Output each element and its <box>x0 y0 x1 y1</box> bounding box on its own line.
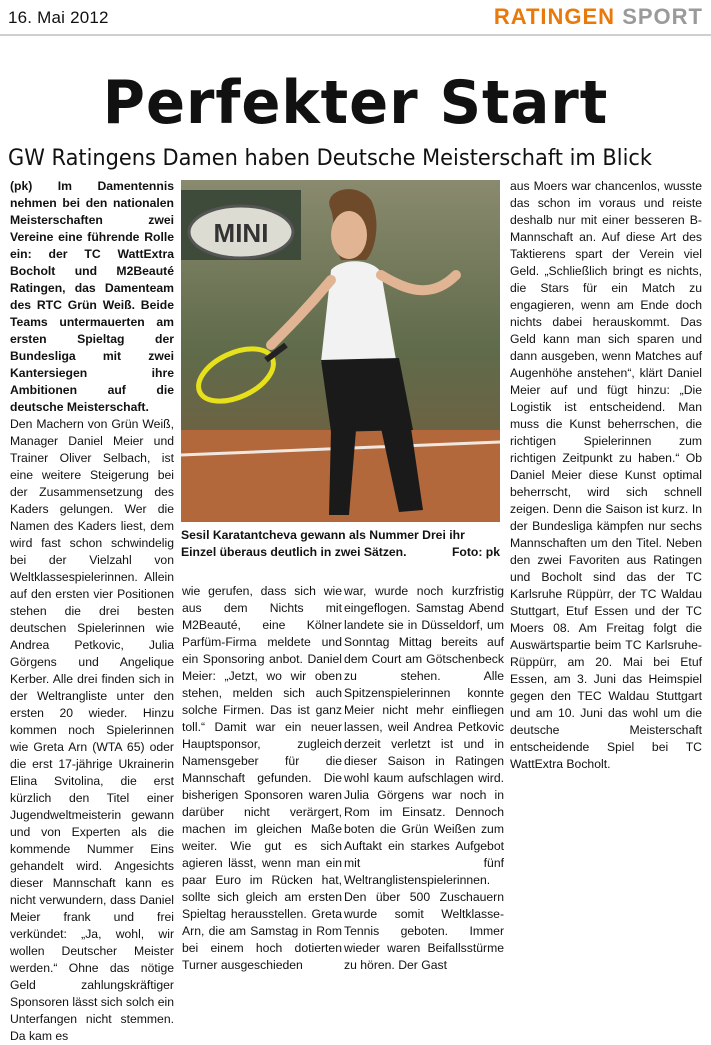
body-paragraph: wie gerufen, dass sich wie aus dem Nichts mit M2Beauté, eine Kölner Parfüm-Firma meldete und ein Sponsoring anbot. Daniel Meier: „Jetzt, wo wir oben stehen, melden sich auch solche Firmen. Das ist ganz toll.“ Damit war ein neuer Hauptsponsor, zugleich Namensgeber für die Mannschaft gefunden. Die bisherigen Sponsoren waren darüber nicht verärgert, machen im gleichen Maße weiter. Wie gut es sich agieren lässt, wenn man ein paar Euro im Rücken hat, sollte sich gleich am ersten Spieltag herausstellen. Greta Arn, die am Samstag in Rom bei einem hoch dotierten Turner ausgeschieden <box>182 584 342 972</box>
page-header <box>0 0 711 34</box>
subheadline: GW Ratingens Damen haben Deutsche Meisterschaft im Blick <box>8 146 652 171</box>
lead-paragraph: (pk) Im Damentennis nehmen bei den nationalen Meisterschaften zwei Vereine eine führende Rolle ein: der TC WattExtra Bocholt und M2Beauté Ratingen, das Damenteam des RTC Grün Weiß. Beide Teams untermauerten am ersten Spieltag der Bundesliga mit zwei Kantersiegen ihre Ambitionen auf die deutsche Meisterschaft. <box>10 179 174 414</box>
text-column-1 <box>10 178 174 1045</box>
photo-caption <box>181 527 500 561</box>
section-topic: SPORT <box>622 4 703 29</box>
header-rule <box>0 34 711 36</box>
text-column-4 <box>510 178 702 773</box>
caption-text: Sesil Karatantcheva gewann als Nummer Drei ihr Einzel überaus deutlich in zwei Sätzen. <box>181 528 465 559</box>
body-paragraph: aus Moers war chancenlos, wusste das schon im voraus und reiste deshalb nur mit einer besseren B-Mannschaft an. Auf diese Art des Taktierens spart der Verein viel Geld. „Schließlich bringt es nichts, die Stars für ein Match zu engagieren, wenn am Ende doch nichts dabei herauskommt. Das Geld kann man sich sparen und dann ausgeben, wenn Matches auf Augenhöhe anstehen“, klärt Daniel Meier auf und fügt hinzu: „Die Logistik ist entscheidend. Man muss die Kunst beherrschen, die richtigen Spielerinnen zum richtigen Zeitpunkt zu haben.“ Ob Daniel Meier diese Kunst optimal beherrscht, wird sich schnell zeigen. Denn die Saison ist kurz. In der Bundesliga kämpfen nur sechs Mannschaften um den Titel. Neben den zwei Favoriten aus Ratingen und Bocholt sind das der TC Karlsruhe Rüppürr, der TC Waldau Stuttgart, Etuf Essen und der TC Moers 08. Am Freitag folgt die Auswärtspartie beim TC Karlsruhe-Rüppürr, am 20. Mai bei Etuf Essen, am 3. Juni das Heimspiel gegen den TEC Waldau Stuttgart und am 10. Juni das wohl um die deutsche Meisterschaft entscheidende Spiel bei TC WattExtra Bocholt. <box>510 179 702 771</box>
section-location: RATINGEN <box>493 4 616 29</box>
headline: Perfekter Start <box>102 68 609 138</box>
section-label <box>494 4 703 30</box>
photo-credit: Foto: pk <box>451 545 500 559</box>
text-column-3 <box>344 583 504 974</box>
tennis-photo <box>181 180 500 522</box>
issue-date: 16. Mai 2012 <box>8 8 109 27</box>
body-paragraph: Den Machern von Grün Weiß, Manager Daniel Meier und Trainer Oliver Selbach, ist eine weitere Steigerung bei der Zusammensetzung des Kaders gelungen. Wer die Namen des Kaders liest, dem wird fast schon schwindelig bei der Vielzahl von Weltklassespielerinnen. Allein auf den ersten vier Positionen stehen die drei besten deutschen Spielerinnen wie Andrea Petkovic, Julia Görgens und Angelique Kerber. Alle drei finden sich in der Weltrangliste unter den ersten 20 wieder. Hinzu kommen noch Spielerinnen wie Greta Arn (WTA 65) oder die erst 17-jährige Ukrainerin Elina Svitolina, die erst kürzlich den Titel einer Jugendweltmeisterin gewann und von Experten als die kommende Nummer Eins gehandelt wird. Angesichts dieser Mannschaft kann es nicht verwundern, dass Daniel Meier frank und frei verkündet: „Ja, wohl, wir wollen Deutscher Meister werden.“ Ohne das nötige Geld zahlungskräftiger Sponsoren lässt sich solch ein Unterfangen nicht stemmen. Da kam es <box>10 417 174 1043</box>
body-paragraph: war, wurde noch kurzfristig eingeflogen. Samstag Abend landete sie in Düsseldorf, um Sonntag Mittag bereits auf dem Court am Götschenbeck zu stehen. Alle Spitzenspielerinnen konnte Meier nicht mehr einfliegen lassen, weil Andrea Petkovic derzeit verletzt ist und in dieser Saison in Ratingen wohl kaum aufschlagen wird. Julia Görgens war noch in Rom im Einsatz. Dennoch boten die Grün Weißen zum Auftakt ein starkes Aufgebot mit fünf Weltranglistenspielerinnen. Den über 500 Zuschauern wurde somit Weltklasse-Tennis geboten. Immer wieder waren Beifallsstürme zu hören. Der Gast <box>344 584 504 972</box>
text-column-2 <box>182 583 342 974</box>
tennis-player-illustration <box>181 180 500 522</box>
banner-text: MINI <box>213 218 269 248</box>
